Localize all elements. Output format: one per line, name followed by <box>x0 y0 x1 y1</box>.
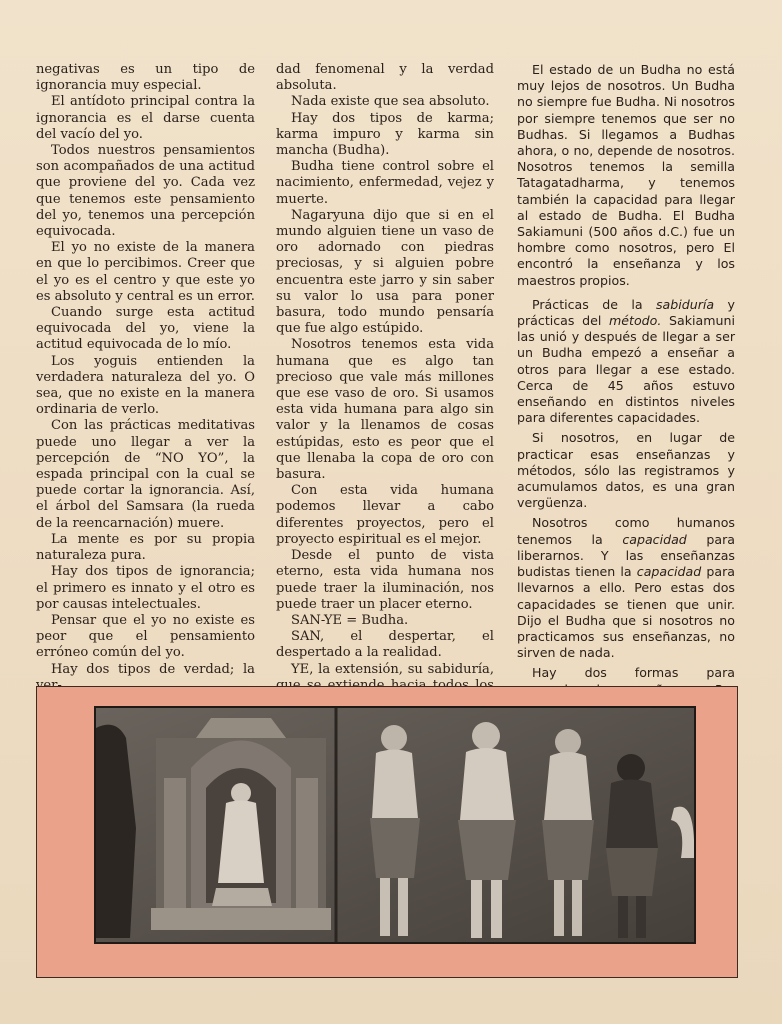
paragraph: Nosotros tenemos esta vida humana que es algo tan precioso que vale más millones que ese vaso de oro. Si usamos esta vida humana para algo sin valor y la llenamos de cosas estúpidas, esto es peor que el que llenaba la copa de oro con basura. <box>276 337 494 483</box>
text-column-3 <box>517 62 735 730</box>
paragraph: Hay dos tipos de ignorancia; el primero es innato y el otro es por causas intelectuales. <box>36 564 255 612</box>
shrine-icon <box>151 718 331 930</box>
text-column-2 <box>276 62 494 710</box>
paragraph: dad fenomenal y la verdad absoluta. <box>276 62 494 94</box>
paragraph: Si nosotros, en lugar de practicar esas enseñanzas y métodos, sólo las registramos y acumulamos datos, es una gran vergüenza. <box>517 430 735 511</box>
paragraph: SAN, el despertar, el despertado a la realidad. <box>276 629 494 661</box>
paragraph: La mente es por su propia naturaleza pura. <box>36 531 255 564</box>
paragraph: negativas es un tipo de ignorancia muy especial. <box>36 62 255 94</box>
paragraph: Con esta vida humana podemos llevar a cabo diferentes proyectos, pero el proyecto espiritual es el mejor. <box>276 483 494 547</box>
paragraph: Budha tiene control sobre el nacimiento, enfermedad, vejez y muerte. <box>276 159 494 207</box>
paragraph: Hay dos tipos de karma; karma impuro y karma sin mancha (Budha). <box>276 110 494 159</box>
figure-frame <box>36 686 738 978</box>
paragraph: YE, la extensión, su sabiduría, <box>291 661 494 677</box>
paragraph: Con las prácticas meditativas puede uno llegar a ver la percepción de “NO YO”, la espada principal con la cual se puede cortar la ignorancia. Así, el árbol del Samsara (la rueda de la reencarnación) muere. <box>36 418 255 531</box>
text-column-1 <box>36 62 255 694</box>
paragraph: SAN-YE = Budha. <box>291 612 409 628</box>
paragraph: Desde el punto de vista eterno, esta vida humana nos puede traer la iluminación, nos puede traer un placer eterno. <box>276 548 494 612</box>
paragraph: Los yoguis entienden la verdadera naturaleza del yo. O sea, que no existe en la manera ordinaria de verlo. <box>36 353 255 418</box>
paragraph: Cuando surge esta actitud equivocada del yo, viene la actitud equivocada de lo mío. <box>36 305 255 353</box>
paragraph: Pensar que el yo no existe es peor que el pensamiento erróneo común del yo. <box>36 612 255 661</box>
paragraph: El estado de un Budha no está muy lejos de nosotros. Un Budha no siempre fue Budha. Ni nosotros por siempre tenemos que ser no Budhas. Si llegamos a Budhas ahora, o no, depende de nosotros. Nosotros tenemos la semilla Tatagatadharma, y tenemos también la capacidad para llegar al estado de Budha. El Budha Sakiamuni (500 años d.C.) fue un hombre como nosotros, pero El encontró la enseñanza y los maestros propios. <box>517 62 735 288</box>
paragraph: El yo no existe de la manera en que lo percibimos. Creer que el yo es el centro y que este yo es absoluto y central es un error. <box>36 240 255 304</box>
paragraph: Hay dos tipos de verdad; la <box>51 661 255 677</box>
buddhist-mural-photo <box>94 706 696 944</box>
paragraph: Todos nuestros pensamientos son acompañados de una actitud que proviene del yo. Cada vez que tenemos este pensamiento del yo, tenemos una percepción equivocada. <box>36 143 255 240</box>
paragraph: El antídoto principal contra la ignorancia es el darse cuenta del vacío del yo. <box>36 94 255 142</box>
mural-illustration <box>96 708 694 942</box>
paragraph: Nosotros como humanos tenemos la capacidad para liberarnos. Y las enseñanzas budistas tienen la capacidad para llevarnos a ello. Pero estas dos capacidades se tienen que unir. Dijo el Budha que si nosotros no practicamos sus enseñanzas, no sirven de nada. <box>517 515 735 661</box>
paragraph: Nagaryuna dijo que si en el mundo alguien tiene un vaso de oro adornado con piedras preciosas, y si alguien pobre encuentra este jarro y sin saber su valor lo usa para poner basura, todo mundo pensaría que fue algo estúpido. <box>276 207 494 337</box>
paragraph: Hay dos formas para <box>532 665 735 681</box>
paragraph: Nada existe que sea absoluto. <box>291 94 490 110</box>
paragraph: Prácticas de la sabiduría y prácticas del método. Sakiamuni las unió y después de llegar a ser un Budha empezó a enseñar a otros para llegar a ese estado. Cerca de 45 años estuvo enseñando en distintos niveles para diferentes capacidades. <box>517 296 735 426</box>
